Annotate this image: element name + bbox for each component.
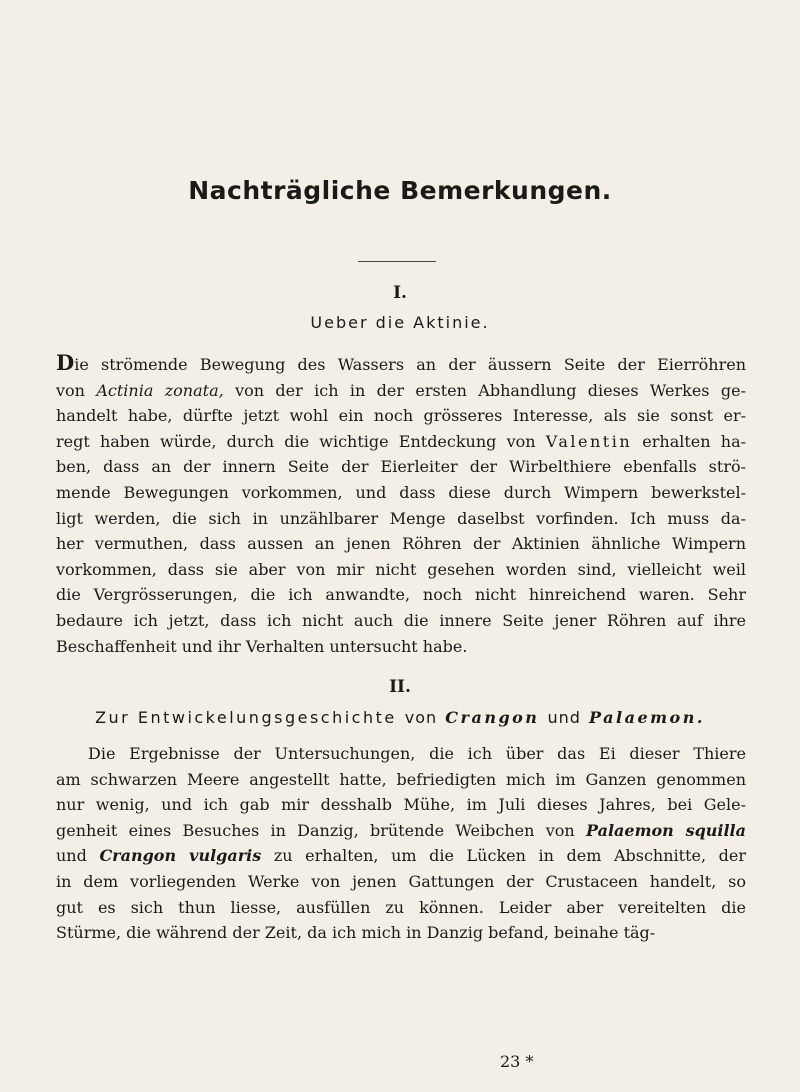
text-run: Beschaffenheit und ihr Verhalten untersucht habe. (56, 636, 468, 656)
text-line (56, 454, 746, 480)
text-run: nur wenig, und ich gab mir desshalb Mühe, im Juli dieses Jahres, bei Gele- (56, 795, 746, 815)
text-run: vorkommen, dass sie aber von mir nicht gesehen worden sind, vielleicht weil (56, 559, 746, 579)
text-line (56, 480, 746, 506)
page-title: Nachträgliche Bemerkungen. (188, 176, 612, 205)
text-line (56, 895, 746, 921)
text-run: ligt werden, die sich in unzählbarer Menge daselbst vorfinden. Ich muss da- (56, 508, 746, 528)
text-line (56, 557, 746, 583)
text-line (56, 818, 746, 844)
text-line (56, 634, 746, 660)
section-2-title-part: und (547, 708, 581, 727)
title-divider (358, 261, 436, 262)
species-name: Crangon vulgaris (99, 846, 262, 866)
text-line (56, 403, 746, 429)
section-2-title-part: Crangon (445, 708, 540, 727)
section-2-title-part: Palaemon. (589, 708, 705, 727)
text-line (56, 920, 746, 946)
text-run: bedaure ich jetzt, dass ich nicht auch die innere Seite jener Röhren auf ihre (56, 610, 746, 630)
page-number: 23 * (500, 1052, 534, 1071)
text-run: zu erhalten, um die Lücken in dem Abschnitte, der (261, 846, 747, 866)
text-line (56, 506, 746, 532)
text-run: und (56, 846, 100, 866)
text-run: genheit eines Besuches in Danzig, brütende Weibchen von (56, 820, 586, 840)
italic-term: Actinia zonata, (96, 380, 224, 400)
text-line (56, 429, 746, 455)
section-1-paragraph (56, 350, 746, 659)
text-run: Stürme, die während der Zeit, da ich mich in Danzig befand, beinahe täg- (56, 923, 656, 943)
section-1-title: Ueber die Aktinie. (310, 313, 490, 332)
species-name: Palaemon squilla (585, 820, 746, 840)
text-run: ben, dass an der innern Seite der Eierleiter der Wirbelthiere ebenfalls strö- (56, 457, 746, 477)
text-run: am schwarzen Meere angestellt hatte, befriedigten mich im Ganzen genommen (56, 769, 746, 789)
text-line (56, 531, 746, 557)
text-run: handelt habe, dürfte jetzt wohl ein noch grösseres Interesse, als sie sonst er- (56, 406, 746, 426)
text-line (56, 792, 746, 818)
text-line (56, 843, 746, 869)
text-line (56, 378, 746, 404)
text-run: Die Ergebnisse der Untersuchungen, die ich über das Ei dieser Thiere (88, 744, 746, 763)
section-2-title-part: von (404, 708, 438, 727)
text-run: her vermuthen, dass aussen an jenen Röhren der Aktinien ähnliche Wimpern (56, 534, 746, 554)
text-line (56, 741, 746, 767)
text-line (56, 608, 746, 634)
text-run: erhalten ha- (632, 431, 747, 451)
section-1-number: I. (393, 283, 407, 303)
text-line (56, 350, 746, 378)
text-run: gut es sich thun liesse, ausfüllen zu können. Leider aber vereitelten die (56, 897, 746, 917)
text-line (56, 869, 746, 895)
text-run: von der ich in der ersten Abhandlung dieses Werkes ge- (223, 380, 747, 400)
text-run: in dem vorliegenden Werke von jenen Gattungen der Crustaceen handelt, so (56, 871, 746, 891)
section-2-paragraph (56, 741, 746, 946)
author-name: Valentin (545, 431, 633, 451)
drop-cap: D (56, 350, 75, 375)
text-run: ie strömende Bewegung des Wassers an der äussern Seite der Eierröhren (74, 355, 746, 374)
text-run: von (56, 380, 97, 400)
text-run: regt haben würde, durch die wichtige Entdeckung von (56, 431, 546, 451)
text-line (56, 582, 746, 608)
text-line (56, 767, 746, 793)
section-2-title (0, 708, 800, 727)
section-2-title-part: Zur Entwickelungsgeschichte (95, 708, 397, 727)
text-run: die Vergrösserungen, die ich anwandte, noch nicht hinreichend waren. Sehr (56, 585, 746, 605)
section-2-number: II. (389, 677, 411, 697)
text-run: mende Bewegungen vorkommen, und dass diese durch Wimpern bewerkstel- (56, 482, 746, 502)
